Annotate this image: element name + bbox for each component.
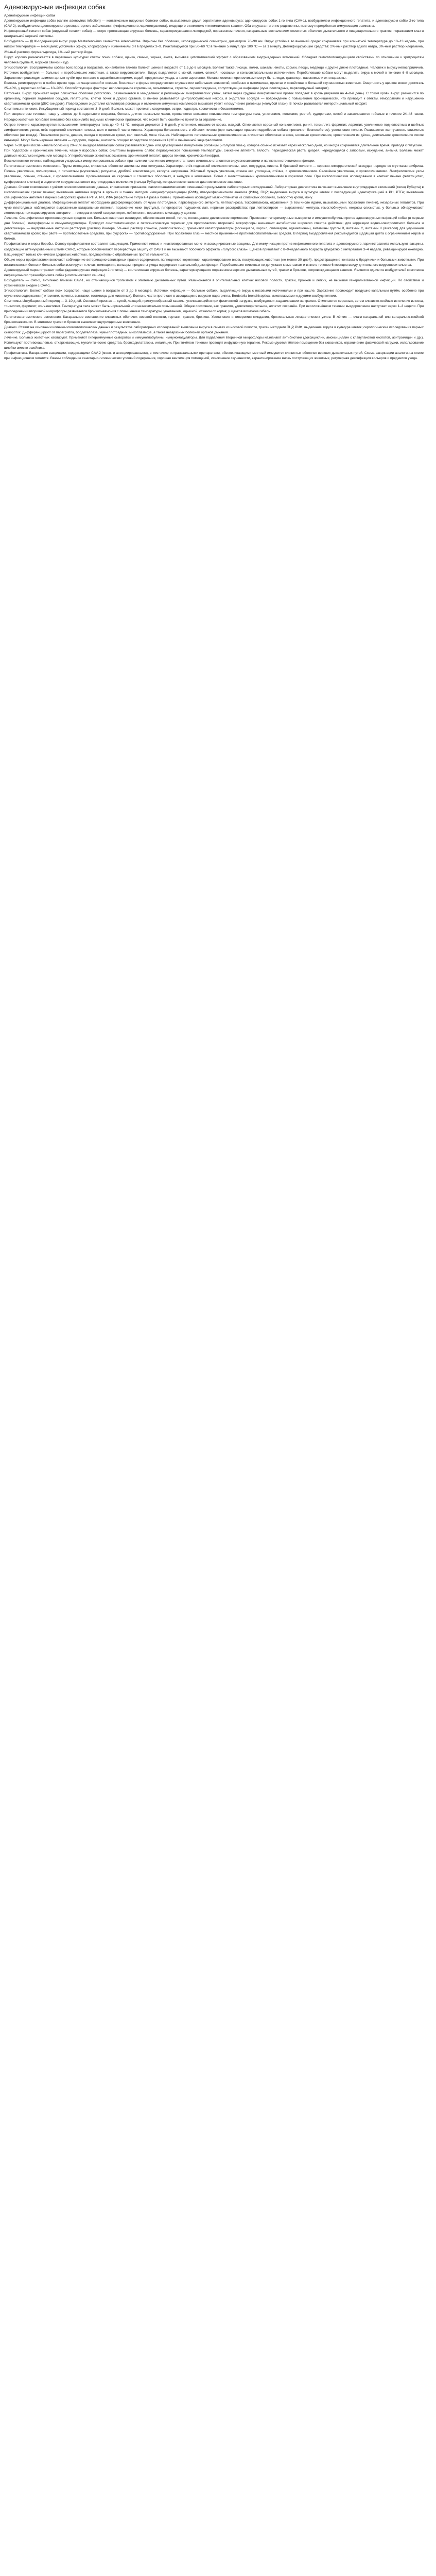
paragraph: Патогенез. Вирус проникает через слизистые оболочки ротоглотки, размножается в миндалинах и регионарных лимфатических узлах, затем через грудной лимфатический проток попадает в кровь (виремия на 4–8-й день). С током крови вирус разносится по организму, поражая эндотелий сосудов, гепатоциты, клетки почек и других органов. В печени развивается центролобулярный некроз, в эндотелии сосудов — повреждение с повышением проницаемости, что приводит к отёкам, геморрагиям и нарушению свёртываемости крови (ДВС-синдром). Повреждение эндотелия капилляров роговицы и отложение иммунных комплексов вызывает увеит и помутнение роговицы («голубой глаз»). В почках развивается интерстициальный нефрит. <box>4 92 425 106</box>
paragraph: При подостром и хроническом течении, чаще у взрослых собак, симптомы выражены слабо: периодическое повышение температуры, снижение аппетита, вялость, периодическая рвота, диарея, чередующаяся с запорами, исхудание, анемия. Болезнь может длиться несколько недель или месяцев. У переболевших животных возможны хронический гепатит, цирроз печени, хронический нефрит. <box>4 149 425 158</box>
paragraph: Через 7–10 дней после начала болезни у 20–25% выздоравливающих собак развивается одно- или двустороннее помутнение роговицы («голубой глаз»), которое обычно исчезает через несколько дней, но иногда сохраняется длительное время, приводя к глаукоме. <box>4 143 423 147</box>
paragraph: Эпизоотология. Восприимчивы собаки всех пород и возрастов, но наиболее тяжело болеют щенки в возрасте от 1,5 до 6 месяцев. Болеют также лисицы, волки, шакалы, еноты, хорьки, песцы, медведи и другие дикие плотоядные. Человек к вирусу невосприимчив. Источник возбудителя — больные и переболевшие животные, а также вирусоносители. Вирус выделяется с мочой, калом, слюной, носовыми и конъюнктивальными истечениями. Переболевшие собаки могут выделять вирус с мочой в течение 6–9 месяцев. Заражение происходит алиментарным путём при контакте с заражённым кормом, водой, предметами ухода, а также аэрогенно. Механическими переносчиками могут быть люди, транспорт, насекомые и эктопаразиты. <box>4 65 425 80</box>
paragraph: Профилактика. Вакцинация вакцинами, содержащими CAV-2 (моно- и ассоциированными), в том числе интраназальными препаратами, обеспечивающими местный иммунитет слизистых оболочек верхних дыхательных путей. Схема вакцинации аналогична схеме при инфекционном гепатите. Важны соблюдение санитарно-гигиенических условий содержания, хорошая вентиляция помещений, исключение скученности, карантинирование вновь поступающих животных, регулярная дезинфекция вольеров и предметов ухода. <box>4 351 425 361</box>
paragraph: Симптомы. Инкубационный период — 3–10 дней. Основной признак — сухой, лающий, приступообразный кашель, усиливающийся при физической нагрузке, возбуждении, надавливании на трахею. Отмечаются серозные, затем слизисто-гнойные истечения из носа, тонзиллит, фарингит, конъюнктивит. Температура тела может быть нормальной или незначительно повышенной. Общее состояние, как правило, удовлетворительное, аппетит сохранён. При неосложнённом течении выздоровление наступает через 1–3 недели. При присоединении вторичной микрофлоры развивается бронхопневмония с повышением температуры, угнетением, одышкой, отказом от корма; у щенков возможна гибель. <box>4 299 425 314</box>
paragraph: Аденовирусные инфекции собак <box>4 14 56 18</box>
paragraph: Общие меры профилактики включают соблюдение ветеринарно-санитарных правил содержания, полноценное кормление, карантинирование вновь поступающих животных (не менее 30 дней), предотвращение контакта с бродячими и больными животными. При возникновении болезни больных собак изолируют и лечат; помещения, вольеры, предметы ухода подвергают тщательной дезинфекции. Переболевших животных не допускают к выставкам и вязке в течение 6 месяцев ввиду длительного вирусоносительства. <box>4 258 425 267</box>
paragraph: Лечение. Больных животных изолируют. Применяют гипериммунные сыворотки и иммуноглобулины, иммуномодуляторы. Для подавления вторичной микрофлоры назначают антибиотики (доксициклин, амоксициллин с клавулановой кислотой, азитромицин и др.). Используют противокашлевые, отхаркивающие, муколитические средства, бронходилататоры, ингаляции. При тяжёлом течении проводят инфузионную терапию. Рекомендуются тёплое помещение без сквозняков, ограничение физической нагрузки, использование шлейки вместо ошейника. <box>4 335 425 350</box>
paragraph: Симптомы и течение. Инкубационный период составляет 3–9 дней. Болезнь может протекать сверхостро, остро, подостро, хронически и бессимптомно. <box>4 107 245 111</box>
paragraph: Бессимптомное течение наблюдается у взрослых иммунизированных собак и при наличии частичного иммунитета; такие животные становятся вирусоносителями и являются источником инфекции. <box>4 159 315 163</box>
document-page <box>0 0 428 363</box>
paragraph: Эпизоотология. Болеют собаки всех возрастов, чаще щенки в возрасте от 3 до 6 месяцев. Источник инфекции — больные собаки, выделяющие вирус с носовыми истечениями и при кашле. Заражение происходит воздушно-капельным путём, особенно при скученном содержании (питомники, приюты, выставки, гостиницы для животных). Болезнь часто протекает в ассоциации с вирусом парагриппа, Bordetella bronchiseptica, микоплазмами и другими возбудителями. <box>4 289 425 298</box>
paragraph: Аденовирусный ларинготрахеит собак (аденовирусная инфекция 2-го типа) — контагиозная вирусная болезнь, характеризующаяся поражением верхних дыхательных путей, трахеи и бронхов, сопровождающаяся кашлем. Является одним из возбудителей комплекса инфекционного трахеобронхита собак («питомникового кашля»). <box>4 268 425 277</box>
paragraph: Вирус хорошо размножается в первичных культурах клеток почки собаки, щенка, свиньи, хорька, енота, вызывая цитопатический эффект с образованием внутриядерных включений. Обладает гемагглютинирующими свойствами по отношению к эритроцитам человека группы 0, морской свинки и кур. <box>4 55 425 64</box>
paragraph: Инфекционный гепатит собак (вирусный гепатит собак) — остро протекающая вирусная болезнь, характеризующаяся лихорадкой, поражением печени, катаральным воспалением слизистых оболочек дыхательного и пищеварительного трактов, поражением глаз и центральной нервной системы. <box>4 29 425 39</box>
paragraph: Патологоанатомические изменения. Катаральное воспаление слизистых оболочек носовой полости, гортани, трахеи, бронхов. Увеличение и гиперемия миндалин, бронхиальных лимфатических узлов. В лёгких — очаги катаральной или катарально-гнойной бронхопневмонии. В эпителии трахеи и бронхов выявляют внутриядерные включения. <box>4 315 425 324</box>
paragraph: При сверхостром течении, чаще у щенков до 6-недельного возраста, болезнь длится несколько часов, проявляется внезапно повышением температуры тела, угнетением, коликами, рвотой, судорогами, комой и заканчивается гибелью в течение 24–48 часов. Нередко животные погибают внезапно без каких-либо видимых клинических признаков, что может быть ошибочно принято за отравление. <box>4 112 425 122</box>
paragraph: Диагноз. Ставят на основании клинико-эпизоотологических данных и результатов лабораторных исследований: выявление вируса в смывах из носовой полости, трахеи методами ПЦР, РИФ; выделение вируса в культуре клеток; серологические исследования парных сывороток. Дифференцируют от парагриппа, бордетеллёза, чумы плотоядных, микоплазмоза, а также незаразных болезней органов дыхания. <box>4 325 425 334</box>
paragraph: Возбудитель — ДНК-содержащий вирус рода Mastadenovirus семейства Adenoviridae. Вирионы без оболочки, икосаэдрической симметрии, диаметром 70–90 нм. Вирус устойчив во внешней среде: сохраняется при комнатной температуре до 10–13 недель, при низкой температуре — месяцами; устойчив к эфиру, хлороформу и изменениям pH в пределах 3–9. Инактивируется при 50–60 °C в течение 5 минут, при 100 °C — за 1 минуту. Дезинфицирующие средства: 2%-ный раствор едкого натра, 3%-ный раствор хлорамина, 2%-ный раствор формальдегида, 1%-ный раствор йода. <box>4 40 425 54</box>
paragraph: Профилактика и меры борьбы. Основу профилактики составляет вакцинация. Применяют живые и инактивированные моно- и ассоциированные вакцины. Для иммунизации против инфекционного гепатита и аденовирусного ларинготрахеита используют вакцины, содержащие аттенуированный штамм CAV-2, которые обеспечивают перекрёстную защиту от CAV-1 и не вызывают побочного эффекта «голубого глаза». Щенков прививают с 8–9-недельного возраста двукратно с интервалом 3–4 недели, ревакцинируют ежегодно. Вакцинируют только клинически здоровых животных, предварительно обработанных против гельминтов. <box>4 242 425 257</box>
paragraph: Лечение. Специфических противовирусных средств нет. Больных животных изолируют, обеспечивают покой, тепло, полноценное диетическое кормление. Применяют гипериммунные сыворотки и иммуноглобулины против аденовирусных инфекций собак (в первые дни болезни), интерфероны и иммуномодуляторы. Проводят симптоматическую и патогенетическую терапию: для профилактики вторичной микрофлоры назначают антибиотики широкого спектра действия; для коррекции водно-электролитного баланса и детоксикации — внутривенные инфузии растворов (раствор Рингера, 5%-ный раствор глюкозы, реополиглюкин); применяют гепатопротекторы (эссенциале, карсил, силимарин, адеметионин), витамины группы B, витамин C, витамин K (викасол) для улучшения свёртываемости крови; при рвоте — противорвотные средства, при судорогах — противосудорожные. При поражении глаз — местное применение противовоспалительных средств. В период выздоровления рекомендуется щадящая диета с ограничением жиров и белков. <box>4 216 425 241</box>
paragraph: Диагноз. Ставят комплексно с учётом эпизоотологических данных, клинических признаков, патологоанатомических изменений и результатов лабораторных исследований. Лабораторная диагностика включает: выявление внутриядерных включений (телец Рубарта) в гистологических срезах печени; выявление антигена вируса в органах и тканях методом иммунофлуоресценции (РИФ), иммуноферментного анализа (ИФА), ПЦР; выделение вируса в культуре клеток с последующей идентификацией в РН, РТГА; выявление специфических антител в парных сыворотках крови в РТГА, РН, ИФА (нарастание титра в 4 раза и более). Прижизненно исследуют мазки-отпечатки из слизистых оболочек, сыворотку крови, мочу. <box>4 185 425 199</box>
page-title: Аденовирусные инфекции собак <box>4 3 106 11</box>
paragraph: Патологоанатомические изменения. Трупы истощены, слизистые оболочки анемичны или желтушны. Характерен отёк подкожной клетчатки головы, шеи, подгрудка, живота. В брюшной полости — серозно-геморрагический экссудат, нередко со сгустками фибрина. Печень увеличена, полнокровна, с пятнистым (мускатным) рисунком, дряблой консистенции, капсула напряжена. Жёлчный пузырь увеличен, стенка его утолщена, отёчна, с кровоизлияниями. Селезёнка увеличена, с кровоизлияниями. Лимфатические узлы увеличены, сочные, отёчные, с кровоизлияниями. Кровоизлияния на серозных и слизистых оболочках, в желудке и кишечнике. Почки с мелкоточечными кровоизлияниями в корковом слое. При гистологическом исследовании в клетках печени (гепатоцитах, купферовских клетках) и эндотелии сосудов выявляют внутриядерные включения (тельца Рубарта), которые имеют важное диагностическое значение. <box>4 164 425 184</box>
paragraph: Аденовирусные инфекции собак (canine adenovirus infection) — контагиозные вирусные болезни собак, вызываемые двумя серотипами аденовируса: аденовирусом собак 1-го типа (CAV-1), возбудителем инфекционного гепатита, и аденовирусом собак 2-го типа (CAV-2), возбудителем аденовирусного респираторного заболевания (инфекционного ларинготрахеита), входящего в комплекс «питомникового кашля». Оба вируса антигенно родственны, поэтому перекрёстная иммунизация возможна. <box>4 19 425 28</box>
paragraph: Дифференциальный диагноз. Инфекционный гепатит необходимо дифференцировать от чумы плотоядных, парвовирусного энтерита, лептоспироза, токсоплазмоза, отравлений (в том числе ядами, вызывающими поражение печени), незаразных гепатитов. При чуме плотоядных наблюдаются выраженные катаральные явления, поражение кожи (пустулы), гиперкератоз подушечек лап, нервные расстройства; при лептоспирозе — выраженная желтуха, гемоглобинурия, некрозы слизистых, у больных обнаруживают лептоспиры; при парвовирусном энтерите — геморрагический гастроэнтерит, лейкопения, поражение миокарда у щенков. <box>4 200 425 215</box>
article-body <box>4 13 424 361</box>
paragraph: Болезнь регистрируется в любое время года, но чаще весной и осенью. Возникает в форме спорадических случаев или небольших эпизоотий, особенно в питомниках, приютах и хозяйствах с большой скученностью животных. Смертность у щенков может достигать 25–40%, у взрослых собак — 10–20%. Способствующие факторы: неполноценное кормление, гельминтозы, стрессы, переохлаждение, сопутствующие инфекции (чума плотоядных, парвовирусный энтерит). <box>4 81 425 91</box>
paragraph: Острое течение характеризуется повышением температуры тела до 40–41 °C, которая держится 1–6 дней, угнетением, отказом от корма, жаждой. Отмечаются серозный конъюнктивит, ринит, тонзиллит, фарингит, ларингит, увеличение подчелюстных и шейных лимфатических узлов, отёк подкожной клетчатки головы, шеи и нижней части живота. Характерна болезненность в области печени (при пальпации правого подреберья собака проявляет беспокойство), увеличение печени. Развивается желтушность слизистых оболочек (не всегда). Появляются рвота, диарея, иногда с примесью крови, кал светлый, моча тёмная. Наблюдаются петехиальные кровоизлияния на слизистых оболочках и коже, носовые кровотечения, кровотечения из дёсен, длительное кровотечение после инъекций. Могут быть нервные явления — судороги, парезы, шаткость походки вследствие поражения ЦНС и печёночной энцефалопатии. <box>4 123 425 142</box>
paragraph: Возбудитель — CAV-2, антигенно близкий CAV-1, но отличающийся тропизмом к эпителию дыхательных путей. Размножается в эпителиальных клетках носовой полости, трахеи, бронхов и лёгких, не вызывая генерализованной инфекции. По свойствам и устойчивости сходен с CAV-1. <box>4 278 425 288</box>
